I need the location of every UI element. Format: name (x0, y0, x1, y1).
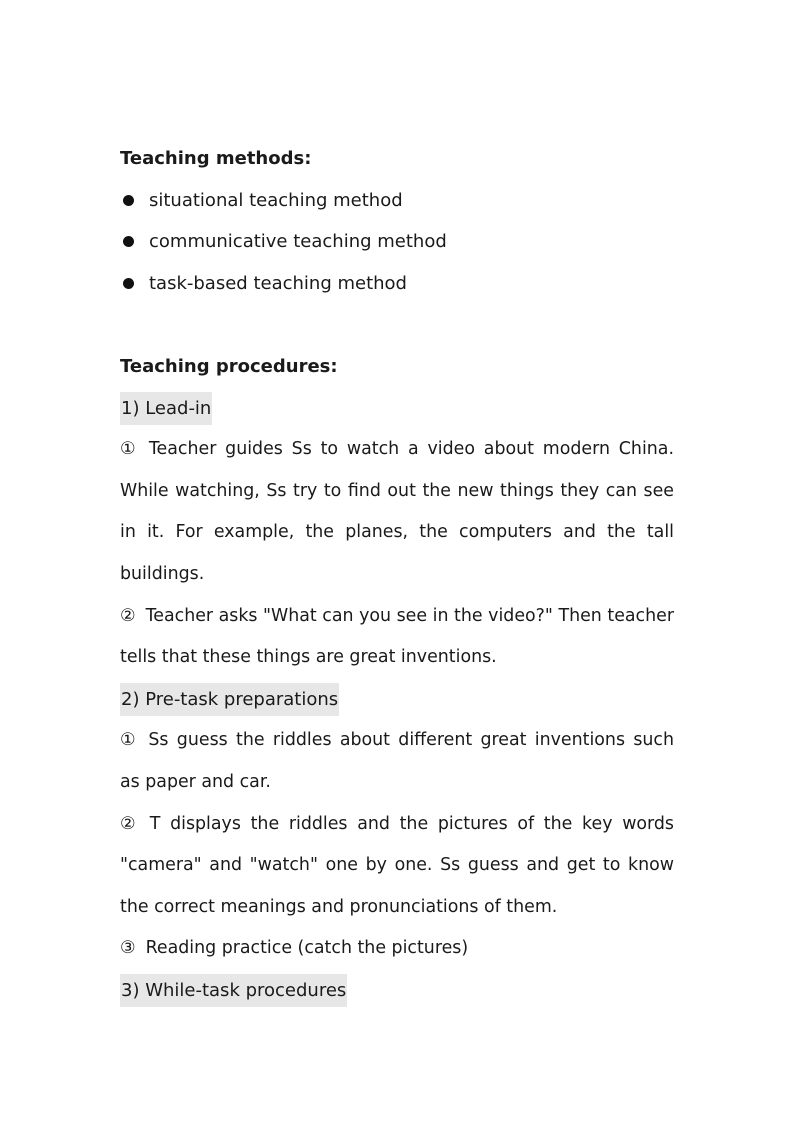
teaching-methods-heading: Teaching methods: (120, 148, 312, 169)
step-number: ② (120, 605, 136, 626)
bullet-icon (123, 195, 134, 206)
method-item-label: situational teaching method (149, 189, 403, 211)
teaching-procedures-heading: Teaching procedures: (120, 355, 338, 377)
step-text: Teacher guides Ss to watch a video about modern China. While watching, Ss try to find out the new things they can see in it. For example, the planes, the computers and the tall buildings. (120, 439, 674, 584)
step-paragraph (120, 720, 674, 803)
method-item (120, 180, 674, 222)
method-item-label: task-based teaching method (149, 272, 407, 294)
bullet-icon (123, 278, 134, 289)
section-pre-task (120, 679, 674, 721)
step-number: ③ (120, 938, 136, 959)
step-number: ② (120, 813, 140, 834)
step-text: Teacher asks "What can you see in the video?" Then teacher tells that these things are great inventions. (120, 605, 674, 668)
step-text: T displays the riddles and the pictures of the key words "camera" and "watch" one by one. Ss guess and get to know the correct meanings and pronunciations of them. (120, 813, 674, 917)
step-text: Reading practice (catch the pictures) (145, 938, 469, 959)
step-number: ① (120, 730, 139, 751)
section-title: 3) While-task procedures (120, 974, 347, 1007)
section-title: 1) Lead-in (120, 392, 212, 425)
step-paragraph (120, 804, 674, 929)
document-page (120, 138, 674, 1011)
blank-line (120, 304, 674, 346)
step-paragraph (120, 596, 674, 679)
bullet-icon (123, 236, 134, 247)
section-while-task (120, 970, 674, 1012)
step-paragraph (120, 928, 674, 970)
method-item-label: communicative teaching method (149, 231, 447, 253)
section-lead-in (120, 388, 674, 430)
step-number: ① (120, 439, 139, 460)
step-text: Ss guess the riddles about different great inventions such as paper and car. (120, 730, 674, 792)
step-paragraph (120, 429, 674, 595)
method-item (120, 263, 674, 305)
method-item (120, 221, 674, 263)
section-title: 2) Pre-task preparations (120, 683, 339, 716)
